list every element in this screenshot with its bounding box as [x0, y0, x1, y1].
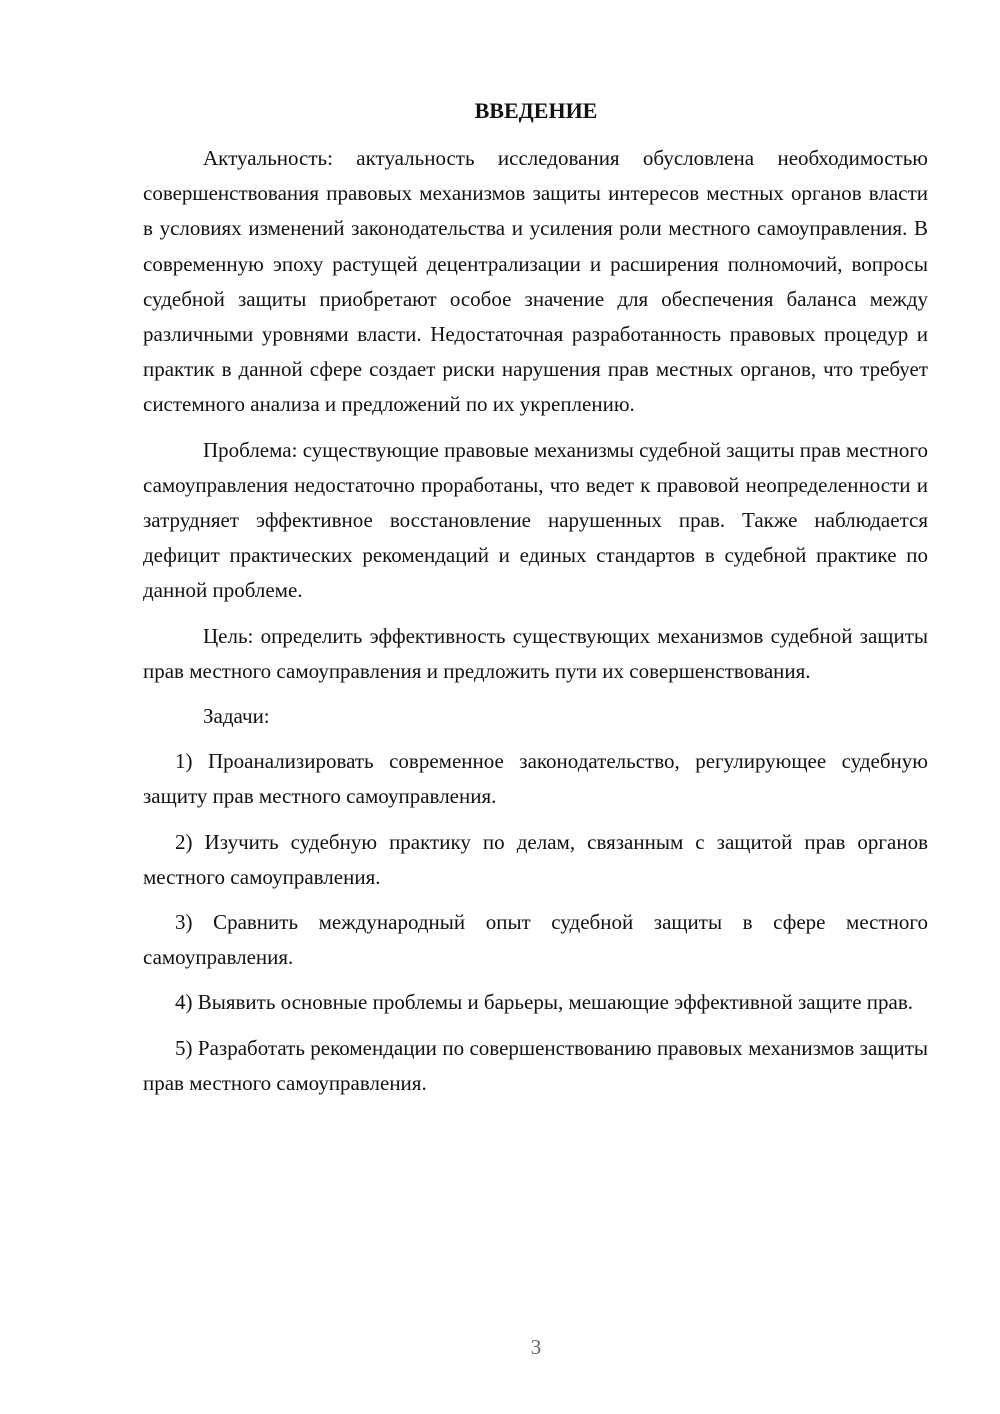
- tasks-heading: Задачи:: [203, 704, 270, 729]
- document-body: [143, 141, 928, 1101]
- paragraph-problem: Проблема: существующие правовые механизмы судебной защиты прав местного самоуправления недостаточно проработаны, что ведет к правовой неопределенности и затрудняет эффективное восстановление нарушенных прав. Также наблюдается дефицит практических рекомендаций и единых стандартов в судебной практике по данной проблеме.: [143, 437, 928, 603]
- task-item-2: 2) Изучить судебную практику по делам, связанным с защитой прав органов местного самоуправления.: [143, 829, 928, 889]
- task-item-5: 5) Разработать рекомендации по совершенствованию правовых механизмов защиты прав местного самоуправления.: [143, 1035, 928, 1095]
- page-number: 3: [530, 1335, 542, 1359]
- task-item-4: 4) Выявить основные проблемы и барьеры, мешающие эффективной защите прав.: [175, 990, 913, 1015]
- paragraph-relevance: Актуальность: актуальность исследования обусловлена необходимостью совершенствования правовых механизмов защиты интересов местных органов власти в условиях изменений законодательства и усиления роли местного самоуправления. В современную эпоху растущей децентрализации и расширения полномочий, вопросы судебной защиты приобретают особое значение для обеспечения баланса между различными уровнями власти. Недостаточная разработанность правовых процедур и практик в данной сфере создает риски нарушения прав местных органов, что требует системного анализа и предложений по их укреплению.: [143, 146, 928, 417]
- task-item-1: 1) Проанализировать современное законодательство, регулирующее судебную защиту прав местного самоуправления.: [143, 749, 928, 809]
- paragraph-goal: Цель: определить эффективность существующих механизмов судебной защиты прав местного самоуправления и предложить пути их совершенствования.: [143, 623, 928, 683]
- page-title: ВВЕДЕНИЕ: [474, 98, 598, 123]
- task-item-3: 3) Сравнить международный опыт судебной защиты в сфере местного самоуправления.: [143, 910, 928, 970]
